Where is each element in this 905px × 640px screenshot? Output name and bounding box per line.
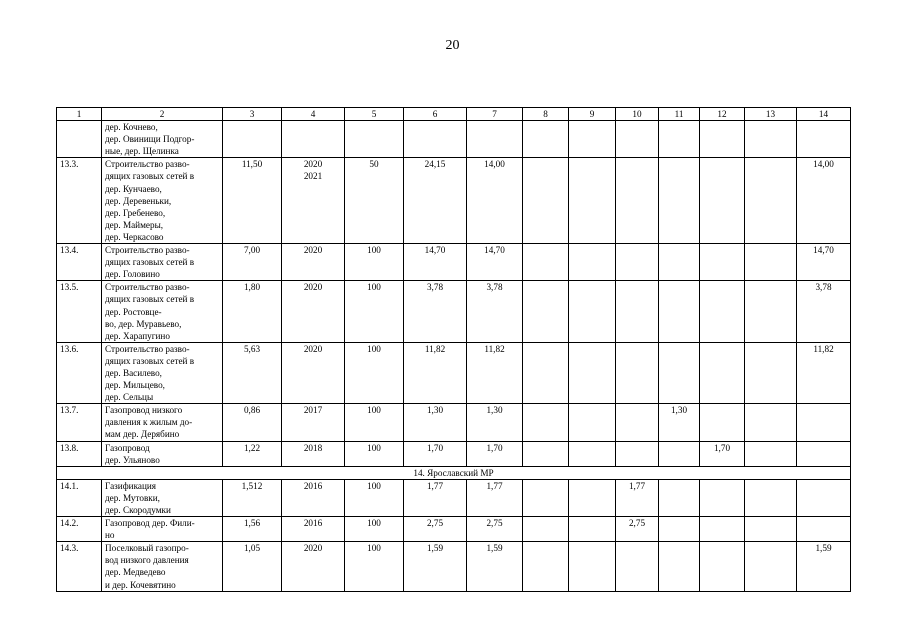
table-row	[57, 281, 851, 342]
cell-col-14: 14,70	[797, 244, 851, 281]
cell-col-11	[659, 342, 700, 403]
cell-col-11	[659, 542, 700, 591]
column-header: 5	[345, 108, 404, 121]
cell-col-7: 14,70	[467, 244, 523, 281]
cell-col-12	[700, 479, 745, 516]
item-number: 14.1.	[57, 479, 102, 516]
cell-col-8	[523, 404, 569, 441]
cell-col-10: 2,75	[616, 517, 659, 542]
cell-col-5: 100	[345, 542, 404, 591]
item-number: 14.3.	[57, 542, 102, 591]
cell-col-9	[569, 121, 616, 158]
item-name: дер. Кочнево, дер. Овинищи Подгор- ные, дер. Щелинка	[102, 121, 223, 158]
cell-col-6: 2,75	[404, 517, 467, 542]
cell-col-8	[523, 517, 569, 542]
cell-col-3: 1,80	[223, 281, 282, 342]
item-name: Газопровод дер. Фили- но	[102, 517, 223, 542]
cell-col-6: 24,15	[404, 158, 467, 244]
cell-col-13	[745, 158, 797, 244]
cell-col-14: 11,82	[797, 342, 851, 403]
cell-col-10	[616, 281, 659, 342]
table-row	[57, 479, 851, 516]
cell-col-9	[569, 342, 616, 403]
cell-col-10	[616, 342, 659, 403]
cell-col-3: 11,50	[223, 158, 282, 244]
cell-col-9	[569, 244, 616, 281]
cell-col-5: 100	[345, 342, 404, 403]
column-header: 10	[616, 108, 659, 121]
cell-col-5: 100	[345, 479, 404, 516]
cell-col-6: 1,77	[404, 479, 467, 516]
cell-col-6	[404, 121, 467, 158]
cell-col-8	[523, 542, 569, 591]
cell-col-14	[797, 121, 851, 158]
cell-col-5: 100	[345, 517, 404, 542]
item-number: 13.4.	[57, 244, 102, 281]
cell-col-9	[569, 479, 616, 516]
cell-col-14: 1,59	[797, 542, 851, 591]
cell-col-13	[745, 244, 797, 281]
cell-col-14: 3,78	[797, 281, 851, 342]
cell-col-4: 2020	[282, 281, 345, 342]
cell-col-3: 1,512	[223, 479, 282, 516]
cell-col-8	[523, 121, 569, 158]
gasification-table	[56, 107, 851, 592]
cell-col-7: 11,82	[467, 342, 523, 403]
section-row	[57, 466, 851, 479]
cell-col-12	[700, 517, 745, 542]
cell-col-6: 1,70	[404, 441, 467, 466]
cell-col-11	[659, 121, 700, 158]
cell-col-3: 0,86	[223, 404, 282, 441]
cell-col-9	[569, 158, 616, 244]
cell-col-11	[659, 158, 700, 244]
cell-col-14	[797, 517, 851, 542]
cell-col-10	[616, 441, 659, 466]
table-row	[57, 404, 851, 441]
cell-col-13	[745, 121, 797, 158]
cell-col-11	[659, 441, 700, 466]
table-row	[57, 121, 851, 158]
cell-col-10	[616, 121, 659, 158]
item-name: Газопровод дер. Ульяново	[102, 441, 223, 466]
item-number: 13.6.	[57, 342, 102, 403]
table-row	[57, 158, 851, 244]
item-number: 14.2.	[57, 517, 102, 542]
cell-col-9	[569, 441, 616, 466]
cell-col-13	[745, 342, 797, 403]
cell-col-11	[659, 281, 700, 342]
item-number	[57, 121, 102, 158]
table-row	[57, 517, 851, 542]
cell-col-5: 100	[345, 441, 404, 466]
cell-col-7: 3,78	[467, 281, 523, 342]
cell-col-3	[223, 121, 282, 158]
cell-col-8	[523, 158, 569, 244]
cell-col-13	[745, 517, 797, 542]
cell-col-14	[797, 404, 851, 441]
page-number: 20	[445, 38, 460, 53]
cell-col-5: 100	[345, 404, 404, 441]
item-name: Поселковый газопро- вод низкого давления дер. Медведево и дер. Кочевятино	[102, 542, 223, 591]
column-header: 8	[523, 108, 569, 121]
cell-col-7: 1,59	[467, 542, 523, 591]
cell-col-9	[569, 404, 616, 441]
cell-col-4	[282, 121, 345, 158]
column-number-row	[57, 108, 851, 121]
table-row	[57, 441, 851, 466]
cell-col-8	[523, 479, 569, 516]
cell-col-7: 1,77	[467, 479, 523, 516]
column-header: 6	[404, 108, 467, 121]
cell-col-9	[569, 281, 616, 342]
cell-col-3: 1,22	[223, 441, 282, 466]
cell-col-13	[745, 542, 797, 591]
cell-col-6: 3,78	[404, 281, 467, 342]
item-number: 13.7.	[57, 404, 102, 441]
cell-col-12	[700, 158, 745, 244]
table-row	[57, 342, 851, 403]
cell-col-6: 11,82	[404, 342, 467, 403]
cell-col-11	[659, 479, 700, 516]
table-row	[57, 244, 851, 281]
cell-col-5: 100	[345, 244, 404, 281]
cell-col-6: 1,30	[404, 404, 467, 441]
cell-col-4: 2020 2021	[282, 158, 345, 244]
item-name: Строительство разво- дящих газовых сетей в дер. Ростовце- во, дер. Муравьево, дер. Харапугино	[102, 281, 223, 342]
cell-col-6: 14,70	[404, 244, 467, 281]
cell-col-6: 1,59	[404, 542, 467, 591]
cell-col-12	[700, 281, 745, 342]
column-header: 4	[282, 108, 345, 121]
cell-col-4: 2018	[282, 441, 345, 466]
cell-col-3: 7,00	[223, 244, 282, 281]
cell-col-4: 2016	[282, 517, 345, 542]
column-header: 1	[57, 108, 102, 121]
cell-col-5	[345, 121, 404, 158]
cell-col-7	[467, 121, 523, 158]
cell-col-8	[523, 342, 569, 403]
cell-col-12	[700, 404, 745, 441]
cell-col-10	[616, 244, 659, 281]
item-number: 13.5.	[57, 281, 102, 342]
item-number: 13.3.	[57, 158, 102, 244]
cell-col-11	[659, 244, 700, 281]
cell-col-4: 2020	[282, 542, 345, 591]
cell-col-4: 2020	[282, 342, 345, 403]
cell-col-11: 1,30	[659, 404, 700, 441]
item-number: 13.8.	[57, 441, 102, 466]
section-title: 14. Ярославский МР	[57, 466, 851, 479]
cell-col-9	[569, 542, 616, 591]
cell-col-8	[523, 441, 569, 466]
item-name: Газификация дер. Мутовки, дер. Скородумки	[102, 479, 223, 516]
item-name: Строительство разво- дящих газовых сетей в дер. Кунчаево, дер. Деревеньки, дер. Гребенево, дер. Маймеры, дер. Черкасово	[102, 158, 223, 244]
cell-col-4: 2020	[282, 244, 345, 281]
cell-col-7: 1,70	[467, 441, 523, 466]
table-row	[57, 542, 851, 591]
item-name: Строительство разво- дящих газовых сетей в дер. Головино	[102, 244, 223, 281]
cell-col-5: 100	[345, 281, 404, 342]
cell-col-10	[616, 404, 659, 441]
cell-col-12	[700, 121, 745, 158]
column-header: 13	[745, 108, 797, 121]
cell-col-10: 1,77	[616, 479, 659, 516]
cell-col-13	[745, 281, 797, 342]
column-header: 7	[467, 108, 523, 121]
cell-col-3: 1,56	[223, 517, 282, 542]
column-header: 3	[223, 108, 282, 121]
cell-col-9	[569, 517, 616, 542]
column-header: 14	[797, 108, 851, 121]
cell-col-12	[700, 342, 745, 403]
cell-col-10	[616, 542, 659, 591]
column-header: 9	[569, 108, 616, 121]
cell-col-14	[797, 441, 851, 466]
cell-col-3: 1,05	[223, 542, 282, 591]
cell-col-4: 2017	[282, 404, 345, 441]
cell-col-5: 50	[345, 158, 404, 244]
item-name: Строительство разво- дящих газовых сетей в дер. Василево, дер. Мильцево, дер. Сельцы	[102, 342, 223, 403]
cell-col-13	[745, 479, 797, 516]
cell-col-10	[616, 158, 659, 244]
cell-col-7: 2,75	[467, 517, 523, 542]
cell-col-4: 2016	[282, 479, 345, 516]
column-header: 2	[102, 108, 223, 121]
cell-col-12	[700, 542, 745, 591]
cell-col-7: 1,30	[467, 404, 523, 441]
item-name: Газопровод низкого давления к жилым до- мам дер. Дерябино	[102, 404, 223, 441]
cell-col-8	[523, 244, 569, 281]
cell-col-7: 14,00	[467, 158, 523, 244]
cell-col-14: 14,00	[797, 158, 851, 244]
cell-col-13	[745, 441, 797, 466]
column-header: 11	[659, 108, 700, 121]
cell-col-8	[523, 281, 569, 342]
cell-col-13	[745, 404, 797, 441]
cell-col-12: 1,70	[700, 441, 745, 466]
cell-col-14	[797, 479, 851, 516]
cell-col-11	[659, 517, 700, 542]
column-header: 12	[700, 108, 745, 121]
cell-col-12	[700, 244, 745, 281]
cell-col-3: 5,63	[223, 342, 282, 403]
